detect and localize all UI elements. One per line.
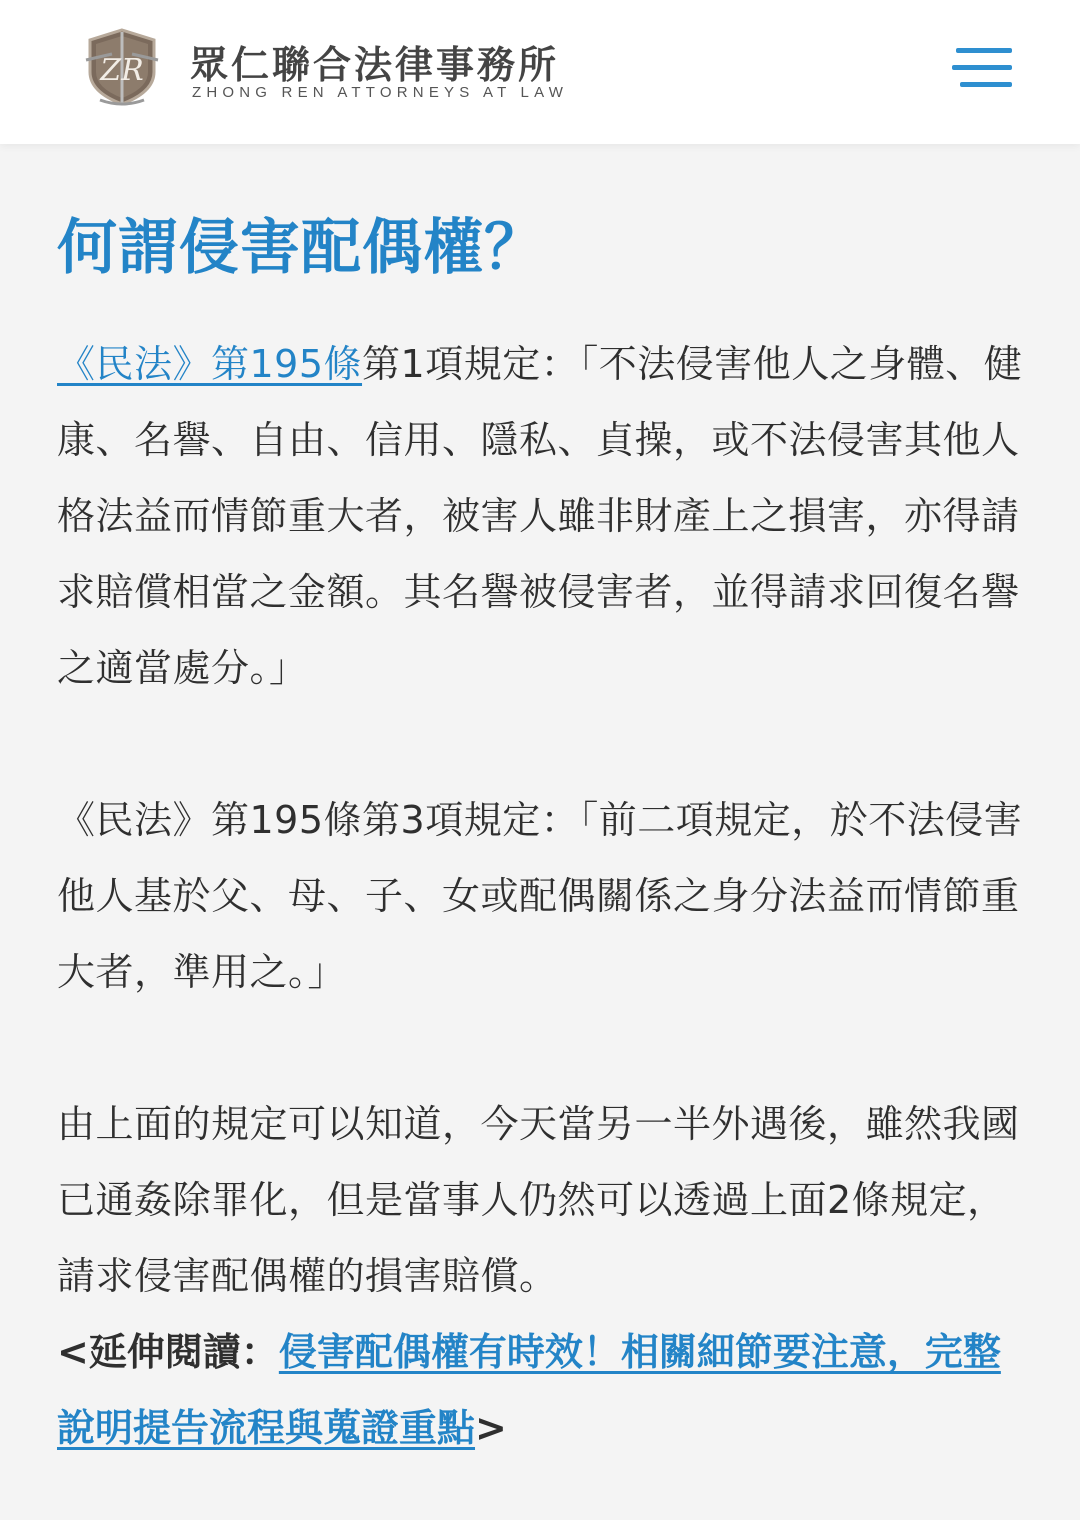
further-reading-suffix: > <box>475 1406 507 1450</box>
further-reading <box>57 1314 1027 1466</box>
law-firm-logo-icon[interactable] <box>82 26 162 108</box>
menu-line <box>956 48 1012 53</box>
civil-code-195-link[interactable]: 《民法》第195條 <box>57 342 363 386</box>
hamburger-menu-icon[interactable] <box>948 44 1016 94</box>
paragraph-civil-code-195-3: 《民法》第195條第3項規定：「前二項規定，於不法侵害他人基於父、母、子、女或配偶關係之身分法益而情節重大者，準用之。」 <box>57 798 1023 994</box>
paragraph-civil-code-195-1 <box>57 326 1027 706</box>
article-title: 何謂侵害配偶權？ <box>57 213 545 283</box>
menu-line <box>960 82 1012 87</box>
firm-name-english[interactable]: ZHONG REN ATTORNEYS AT LAW <box>192 84 569 101</box>
further-reading-link[interactable]: 侵害配偶權有時效！相關細節要注意，完整說明提告流程與蒐證重點 <box>57 1330 1001 1450</box>
site-header <box>0 0 1080 144</box>
paragraph-conclusion: 由上面的規定可以知道，今天當另一半外遇後，雖然我國已通姦除罪化，但是當事人仍然可以透過上面2條規定，請求侵害配偶權的損害賠償。 <box>57 1102 1020 1298</box>
menu-line <box>952 65 1012 70</box>
firm-name-chinese[interactable]: 眾仁聯合法律事務所 <box>190 42 560 87</box>
article-content <box>57 200 1027 1466</box>
svg-text:ZR: ZR <box>100 53 144 88</box>
further-reading-prefix: <延伸閱讀： <box>57 1330 279 1374</box>
paragraph-text: 第1項規定：「不法侵害他人之身體、健康、名譽、自由、信用、隱私、貞操，或不法侵害其他人格法益而情節重大者，被害人雖非財產上之損害，亦得請求賠償相當之金額。其名譽被侵害者，並得請求回復名譽之適當處分。」 <box>57 342 1023 690</box>
